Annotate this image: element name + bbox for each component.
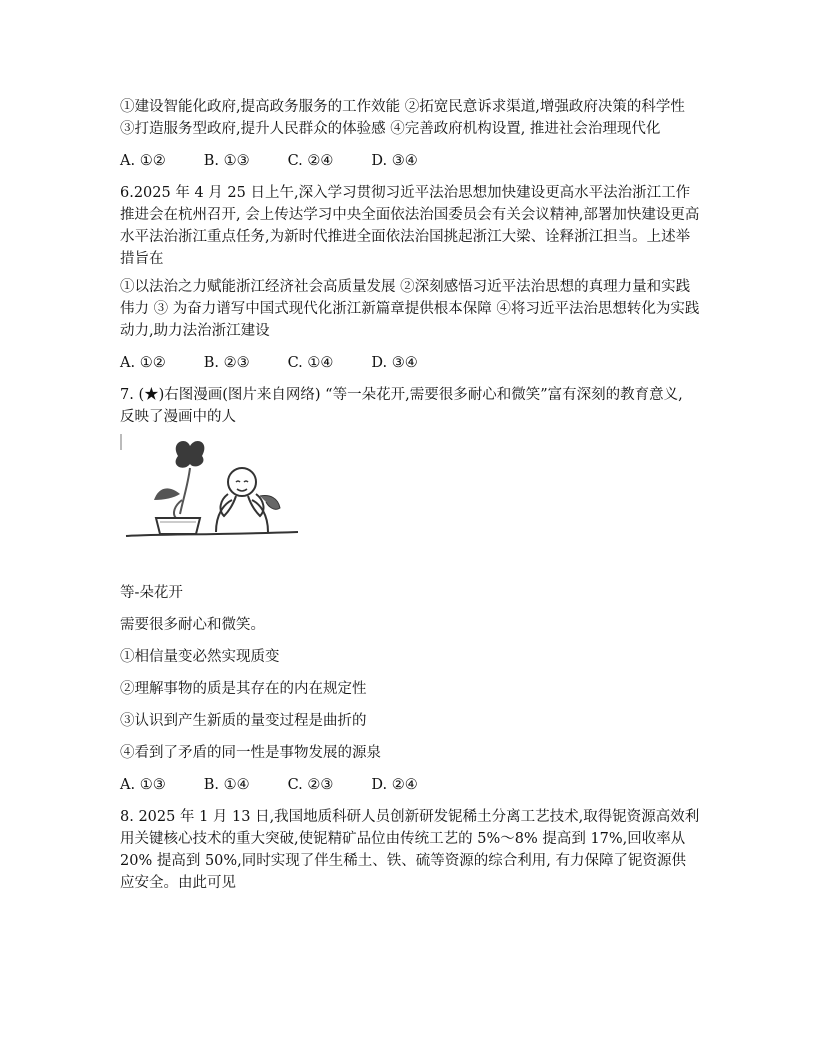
q5-options: ①建设智能化政府,提高政务服务的工作效能 ②拓宽民意诉求渠道,增强政府决策的科学性 ③打造服务型政府,提升人民群众的体验感 ④完善政府机构设置, 推进社会治理现代化 bbox=[120, 99, 685, 137]
choice-c: C. ②③ bbox=[287, 777, 334, 793]
q6-stem: 6.2025 年 4 月 25 日上午,深入学习贯彻习近平法治思想加快建设更高水平法治浙江工作推进会在杭州召开, 会上传达学习中央全面依法治国委员会有关会议精神,部署加快建设更高水平法治浙江重点任务,为新时代推进全面依法治国挑起浙江大梁、诠释浙江担当。上述举措旨在 bbox=[120, 185, 700, 267]
choice-b: B. ②③ bbox=[203, 355, 250, 371]
q6-options: ①以法治之力赋能浙江经济社会高质量发展 ②深刻感悟习近平法治思想的真理力量和实践伟力 ③ 为奋力谱写中国式现代化浙江新篇章提供根本保障 ④将习近平法治思想转化为实践动力,助力法治浙江建设 bbox=[120, 279, 700, 339]
q7-caption-2: 需要很多耐心和微笑。 bbox=[120, 617, 265, 633]
choice-d: D. ②④ bbox=[371, 777, 418, 793]
choice-a: A. ①③ bbox=[120, 777, 166, 793]
choice-a: A. ①② bbox=[120, 153, 166, 169]
choice-c: C. ①④ bbox=[287, 355, 334, 371]
q6-choices bbox=[120, 352, 700, 374]
choice-b: B. ①④ bbox=[203, 777, 250, 793]
document-page bbox=[120, 96, 700, 894]
q7-option-2: ②理解事物的质是其存在的内在规定性 bbox=[120, 681, 367, 697]
q7-choices bbox=[120, 774, 700, 796]
q5-choices bbox=[120, 150, 700, 172]
q7-option-4: ④看到了矛盾的同一性是事物发展的源泉 bbox=[120, 745, 381, 761]
q7-stem: 7. (★)右图漫画(图片来自网络) “等一朵花开,需要很多耐心和微笑”富有深刻的教育意义, 反映了漫画中的人 bbox=[120, 387, 683, 425]
q7-caption-1: 等-朵花开 bbox=[120, 585, 183, 601]
q7-option-1: ①相信量变必然实现质变 bbox=[120, 649, 280, 665]
choice-d: D. ③④ bbox=[371, 153, 418, 169]
choice-b: B. ①③ bbox=[203, 153, 250, 169]
choice-d: D. ③④ bbox=[371, 355, 418, 371]
q7-option-3: ③认识到产生新质的量变过程是曲折的 bbox=[120, 713, 367, 729]
cartoon-image bbox=[120, 434, 300, 544]
choice-a: A. ①② bbox=[120, 355, 166, 371]
choice-c: C. ②④ bbox=[287, 153, 334, 169]
q8-stem: 8. 2025 年 1 月 13 日,我国地质科研人员创新研发铌稀土分离工艺技术,取得铌资源高效利用关键核心技术的重大突破,使铌精矿品位由传统工艺的 5%～8% 提高到 17%,回收率从 20% 提高到 50%,同时实现了伴生稀土、铁、硫等资源的综合利用, 有力保障了铌资源供应安全。由此可见 bbox=[120, 809, 700, 891]
